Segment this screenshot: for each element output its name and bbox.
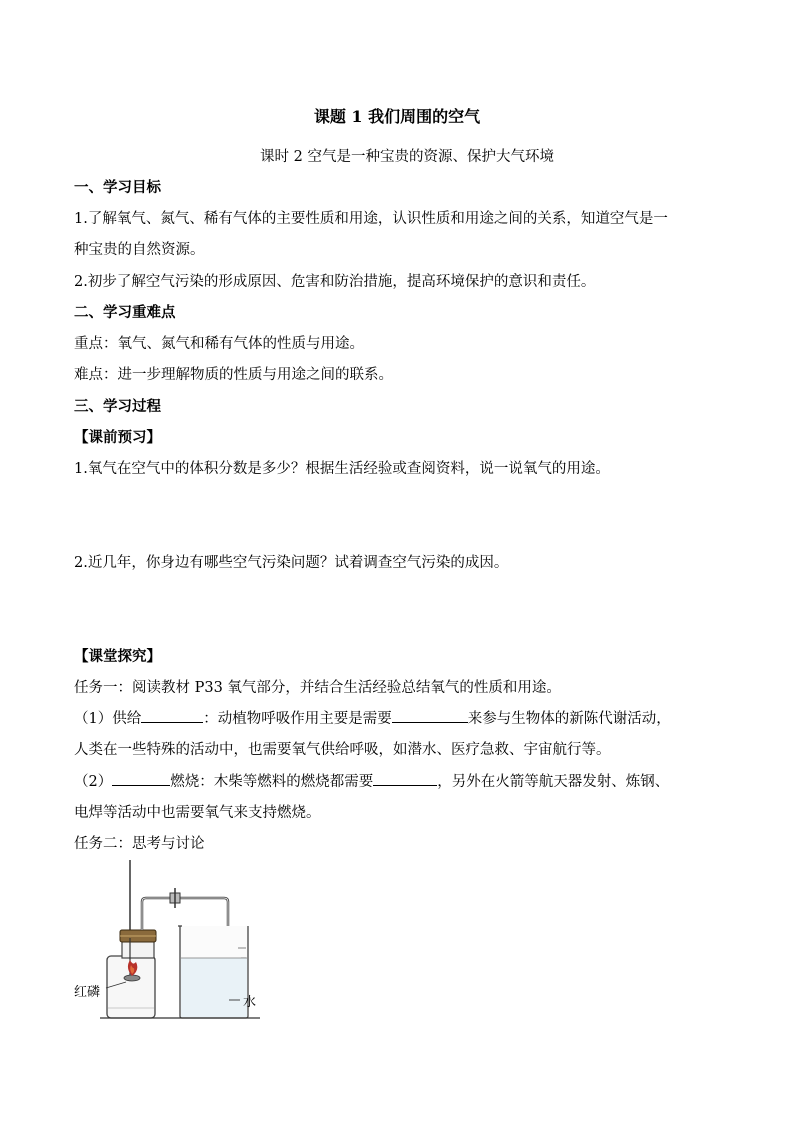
item-2-prefix: （2） — [74, 774, 113, 790]
item-1-prefix: （1）供给 — [74, 711, 142, 727]
fill-blank-1[interactable] — [141, 708, 203, 723]
key-point: 重点：氧气、氮气和稀有气体的性质与用途。 — [74, 336, 364, 352]
task-1: 任务一：阅读教材 P33 氧气部分，并结合生活经验总结氧气的性质和用途。 — [74, 680, 561, 696]
task-2: 任务二：思考与讨论 — [74, 836, 205, 852]
class-inquiry-heading: 【课堂探究】 — [74, 648, 161, 665]
label-red-phosphorus: 红磷 — [74, 985, 101, 1000]
fill-blank-2[interactable] — [392, 708, 468, 723]
section-heading-process: 三、学习过程 — [74, 398, 161, 415]
fill-blank-4[interactable] — [373, 771, 437, 786]
fill-blank-3[interactable] — [112, 771, 170, 786]
label-water: 水 — [243, 995, 257, 1010]
task-1-item-1 — [74, 707, 671, 728]
preview-question-2: 2.近几年，你身边有哪些空气污染问题？试着调查空气污染的成因。 — [74, 555, 509, 571]
objective-1-line-1: 1.了解氧气、氮气、稀有气体的主要性质和用途，认识性质和用途之间的关系，知道空气是一 — [74, 211, 668, 227]
task-1-item-2-line-2: 电焊等活动中也需要氧气来支持燃烧。 — [74, 805, 321, 821]
section-heading-key-points: 二、学习重难点 — [74, 304, 176, 321]
item-2-middle: 燃烧：木柴等燃料的燃烧都需要 — [170, 774, 374, 790]
item-1-middle: ：动植物呼吸作用主要是需要 — [203, 711, 392, 727]
preview-question-1: 1.氧气在空气中的体积分数是多少？根据生活经验或查阅资料，说一说氧气的用途。 — [74, 461, 610, 477]
preview-heading: 【课前预习】 — [74, 429, 161, 446]
item-1-suffix: 来参与生物体的新陈代谢活动， — [467, 711, 671, 727]
page-subtitle: 课时 2 空气是一种宝贵的资源、保护大气环境 — [260, 149, 554, 165]
objective-1-line-2: 种宝贵的自然资源。 — [74, 242, 205, 258]
section-heading-objectives: 一、学习目标 — [74, 179, 161, 196]
item-2-suffix: ，另外在火箭等航天器发射、炼钢、 — [437, 774, 670, 790]
difficulty-point: 难点：进一步理解物质的性质与用途之间的联系。 — [74, 367, 393, 383]
page-title: 课题 1 我们周围的空气 — [313, 107, 481, 126]
task-1-item-1-line-2: 人类在一些特殊的活动中，也需要氧气供给呼吸，如潜水、医疗急救、宇宙航行等。 — [74, 742, 611, 758]
apparatus-figure — [70, 858, 270, 1023]
objective-2: 2.初步了解空气污染的形成原因、危害和防治措施，提高环境保护的意识和责任。 — [74, 274, 596, 290]
task-1-item-2 — [74, 770, 669, 791]
